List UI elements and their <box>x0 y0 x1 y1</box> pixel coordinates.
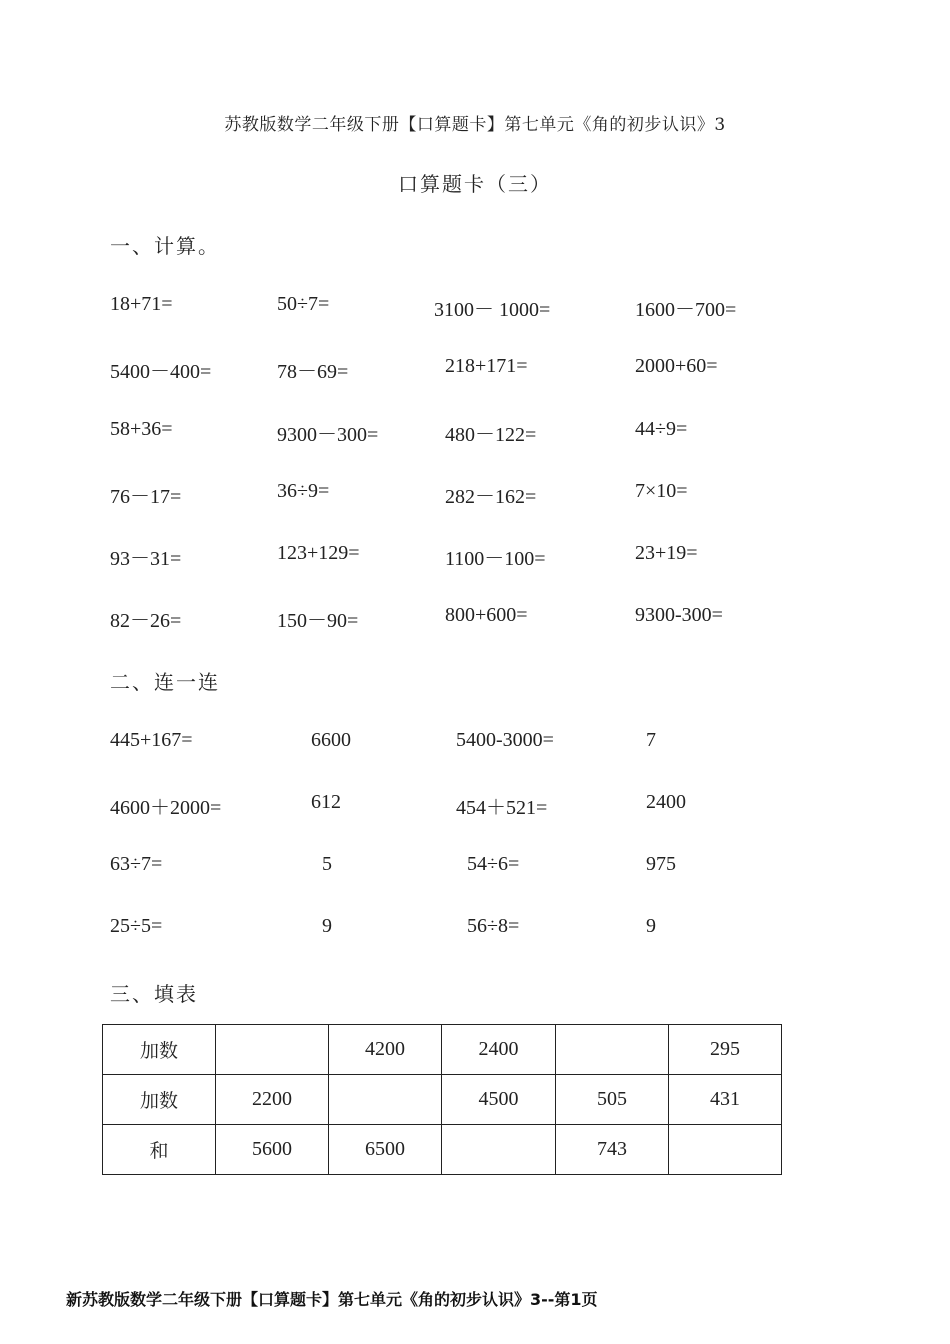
row-label-addend: 加数 <box>103 1025 216 1075</box>
calc-item: 78－69= <box>277 361 349 383</box>
fill-table <box>102 1024 782 1175</box>
table-cell: 4500 <box>442 1075 556 1125</box>
match-expression: 5400-3000= <box>456 729 554 751</box>
calc-item: 1600－700= <box>635 299 737 321</box>
match-answer: 9 <box>646 915 656 937</box>
calc-item: 2000+60= <box>635 355 718 377</box>
match-expression: 56÷8= <box>467 915 520 937</box>
table-cell[interactable] <box>442 1125 556 1175</box>
table-cell[interactable] <box>556 1025 669 1075</box>
calc-item: 93－31= <box>110 548 182 570</box>
calc-item: 123+129= <box>277 542 360 564</box>
calc-item: 44÷9= <box>635 418 688 440</box>
table-cell: 2400 <box>442 1025 556 1075</box>
match-answer: 5 <box>322 853 332 875</box>
table-row <box>103 1125 782 1175</box>
calc-item: 480－122= <box>445 424 537 446</box>
match-answer: 2400 <box>646 791 686 813</box>
match-answer: 612 <box>311 791 341 813</box>
match-expression: 445+167= <box>110 729 193 751</box>
table-cell[interactable] <box>669 1125 782 1175</box>
match-answer: 975 <box>646 853 676 875</box>
page-footer: 新苏教版数学二年级下册【口算题卡】第七单元《角的初步认识》3--第1页 <box>66 1290 598 1309</box>
table-cell[interactable] <box>216 1025 329 1075</box>
calc-item: 150－90= <box>277 610 359 632</box>
match-answer: 6600 <box>311 729 351 751</box>
match-expression: 54÷6= <box>467 853 520 875</box>
row-label-sum: 和 <box>103 1125 216 1175</box>
calc-item: 18+71= <box>110 293 173 315</box>
calc-item: 9300－300= <box>277 424 379 446</box>
calc-item: 58+36= <box>110 418 173 440</box>
match-expression: 25÷5= <box>110 915 163 937</box>
row-label-addend: 加数 <box>103 1075 216 1125</box>
match-answer: 9 <box>322 915 332 937</box>
match-answer: 7 <box>646 729 656 751</box>
page-title: 口算题卡（三） <box>398 172 552 196</box>
table-cell: 743 <box>556 1125 669 1175</box>
table-cell[interactable] <box>329 1075 442 1125</box>
table-cell: 295 <box>669 1025 782 1075</box>
calc-item: 50÷7= <box>277 293 330 315</box>
section-calculate-heading: 一、计算。 <box>110 234 220 258</box>
table-cell: 2200 <box>216 1075 329 1125</box>
match-expression: 63÷7= <box>110 853 163 875</box>
calc-item: 218+171= <box>445 355 528 377</box>
match-expression: 4600＋2000= <box>110 797 222 819</box>
calc-item: 82－26= <box>110 610 182 632</box>
calc-item: 5400－400= <box>110 361 212 383</box>
table-cell: 4200 <box>329 1025 442 1075</box>
section-fill-table-heading: 三、填表 <box>110 982 198 1006</box>
section-matching-heading: 二、连一连 <box>110 670 220 694</box>
calc-item: 1100－100= <box>445 548 546 570</box>
table-cell: 5600 <box>216 1125 329 1175</box>
table-cell: 6500 <box>329 1125 442 1175</box>
calc-item: 76－17= <box>110 486 182 508</box>
match-expression: 454＋521= <box>456 797 548 819</box>
document-header: 苏教版数学二年级下册【口算题卡】第七单元《角的初步认识》3 <box>224 115 726 135</box>
table-row <box>103 1075 782 1125</box>
table-row <box>103 1025 782 1075</box>
calc-item: 800+600= <box>445 604 528 626</box>
table-cell: 505 <box>556 1075 669 1125</box>
calc-item: 282－162= <box>445 486 537 508</box>
calc-item: 36÷9= <box>277 480 330 502</box>
calc-item: 9300-300= <box>635 604 723 626</box>
calc-item: 23+19= <box>635 542 698 564</box>
calc-item: 3100－ 1000= <box>434 299 551 321</box>
table-cell: 431 <box>669 1075 782 1125</box>
calc-item: 7×10= <box>635 480 688 502</box>
